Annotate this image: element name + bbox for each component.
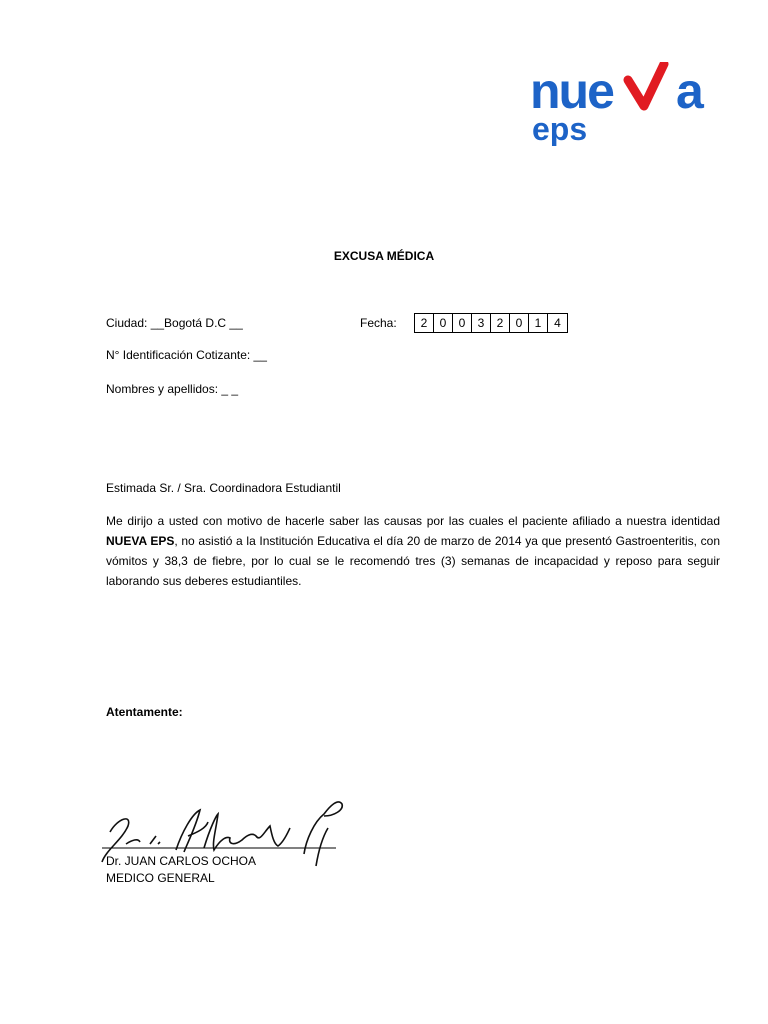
doctor-title: MEDICO GENERAL: [106, 871, 215, 885]
date-label: Fecha:: [360, 316, 397, 330]
check-icon: [628, 64, 664, 106]
date-digit: 3: [472, 314, 491, 332]
body-paragraph: [106, 511, 720, 591]
date-digit: 0: [510, 314, 529, 332]
id-field: N° Identificación Cotizante: __: [106, 348, 267, 362]
body-text-bold: NUEVA EPS: [106, 534, 175, 548]
body-text-part1: Me dirijo a usted con motivo de hacerle saber las causas por las cuales el paciente afiliado a nuestra identidad: [106, 514, 720, 528]
logo-sub: eps: [532, 111, 588, 146]
page-title: EXCUSA MÉDICA: [333, 249, 435, 263]
names-field: Nombres y apellidos: _ _: [106, 382, 239, 396]
closing: Atentamente:: [106, 705, 183, 719]
city-field: Ciudad: __Bogotá D.C __: [106, 316, 243, 330]
logo-word: nue: [530, 63, 613, 119]
nueva-eps-logo: [528, 62, 720, 146]
date-digit: 0: [434, 314, 453, 332]
date-digit: 0: [453, 314, 472, 332]
greeting: Estimada Sr. / Sra. Coordinadora Estudiantil: [106, 481, 341, 495]
doctor-name: Dr. JUAN CARLOS OCHOA: [106, 854, 257, 868]
date-digit: 2: [491, 314, 510, 332]
logo-letter-a: a: [676, 63, 704, 119]
date-digit: 4: [554, 316, 561, 330]
date-digit: 2: [415, 314, 434, 332]
date-digit: 1: [529, 314, 548, 332]
body-text-part2: , no asistió a la Institución Educativa el día 20 de marzo de 2014 ya que presentó Gastroenteritis, con vómitos y 38,3 de fiebre, por lo cual se le recomendó tres (3) semanas de incapacidad y reposo para seguir laborando sus deberes estudiantiles.: [106, 534, 721, 588]
date-boxes: [414, 313, 568, 333]
